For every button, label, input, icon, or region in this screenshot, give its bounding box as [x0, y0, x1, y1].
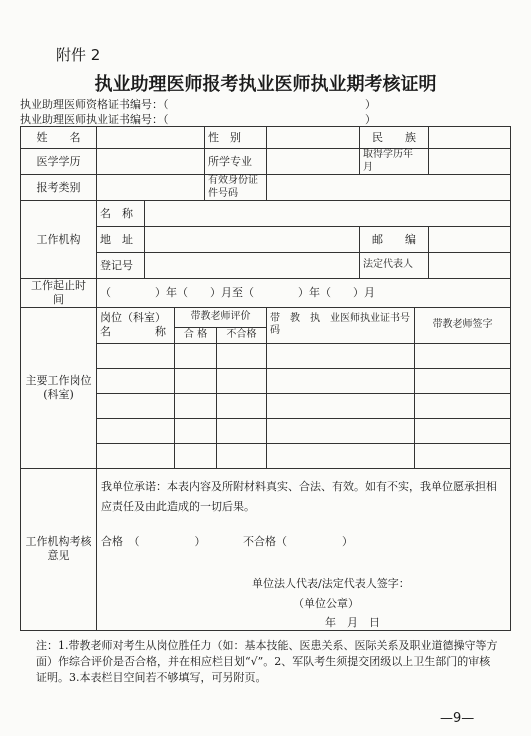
- med-edu-value[interactable]: [97, 149, 205, 175]
- opinion-label: 工作机构考核意见: [21, 468, 97, 630]
- fail-cell[interactable]: [217, 418, 267, 443]
- attachment-label: 附件 2: [56, 46, 101, 64]
- cert-date-label: 取得学历年 月: [360, 149, 429, 175]
- legal-rep-value[interactable]: [429, 253, 511, 279]
- pass-cell[interactable]: [175, 393, 217, 418]
- id-doc-value[interactable]: [267, 175, 511, 201]
- pass-cell[interactable]: [175, 368, 217, 393]
- qualification-cert-line: [20, 96, 376, 112]
- col-fail-header: 不合格: [217, 327, 267, 343]
- post-cell[interactable]: [97, 343, 175, 368]
- org-address-value[interactable]: [145, 227, 360, 253]
- org-address-label: 地 址: [97, 227, 145, 253]
- pass-cell[interactable]: [175, 418, 217, 443]
- ethnicity-label: 民 族: [360, 127, 429, 149]
- exam-type-label: 报考类别: [21, 175, 97, 201]
- sign-cell[interactable]: [415, 443, 511, 468]
- practice-cert-label: 执业助理医师执业证书编号：（: [20, 113, 169, 126]
- pass-cell[interactable]: [175, 443, 217, 468]
- major-label: 所学专业: [205, 149, 267, 175]
- work-time-label: 工作起止时 间: [21, 279, 97, 308]
- practice-cert-line: [20, 111, 376, 127]
- cert-cell[interactable]: [267, 418, 415, 443]
- document-title: 执业助理医师报考执业医师执业期考核证明: [94, 74, 437, 95]
- name-value[interactable]: [97, 127, 205, 149]
- post-cell[interactable]: [97, 393, 175, 418]
- id-doc-label: 有效身份证件号码: [205, 175, 267, 201]
- post-cell[interactable]: [97, 418, 175, 443]
- pledge-text: 我单位承诺：本表内容及所附材料真实、合法、有效。如有不实，我单位愿承担相应责任及由此造成的一切后果。: [101, 479, 497, 513]
- fail-cell[interactable]: [217, 343, 267, 368]
- col-cert-header: 带 教 执 业医师执业证书号码: [267, 307, 415, 343]
- assessment-form-table: [20, 126, 511, 631]
- sign-cell[interactable]: [415, 393, 511, 418]
- fail-cell[interactable]: [217, 443, 267, 468]
- med-edu-label: 医学学历: [21, 149, 97, 175]
- legal-rep-signature[interactable]: 单位法人代表/法定代表人签字：: [252, 576, 410, 590]
- gender-label: 性 别: [205, 127, 267, 149]
- work-org-label: 工作机构: [21, 201, 97, 279]
- cert-cell[interactable]: [267, 393, 415, 418]
- unit-seal: （单位公章）: [293, 596, 359, 610]
- fail-option[interactable]: 不合格（ ）: [243, 534, 353, 548]
- footnote: 注：1.带教老师对考生从岗位胜任力（如：基本技能、医患关系、医际关系及职业道德操守等方面）作综合评价是否合格，并在相应栏目划“√”。2、军队考生须提交团级以上卫生部门的审核证明。3.本表栏目空间若不够填写，可另附页。: [36, 639, 498, 684]
- postcode-label: 邮 编: [360, 227, 429, 253]
- gender-value[interactable]: [267, 127, 360, 149]
- sign-cell[interactable]: [415, 368, 511, 393]
- cert-date-value[interactable]: [429, 149, 511, 175]
- col-sign-header: 带教老师签字: [415, 307, 511, 343]
- org-name-value[interactable]: [145, 201, 511, 227]
- pass-cell[interactable]: [175, 343, 217, 368]
- reg-no-value[interactable]: [145, 253, 360, 279]
- fail-cell[interactable]: [217, 368, 267, 393]
- reg-no-label: 登记号: [97, 253, 145, 279]
- page-number: —9—: [440, 711, 475, 726]
- main-post-label: 主要工作岗位(科室): [21, 307, 97, 468]
- cert-cell[interactable]: [267, 343, 415, 368]
- post-cell[interactable]: [97, 443, 175, 468]
- work-time-value[interactable]: （ ）年（ ）月至（ ）年（ ）月: [97, 279, 511, 308]
- col-eval-header: 带教老师评价: [175, 307, 267, 327]
- fail-cell[interactable]: [217, 393, 267, 418]
- exam-type-value[interactable]: [97, 175, 205, 201]
- major-value[interactable]: [267, 149, 360, 175]
- sign-cell[interactable]: [415, 343, 511, 368]
- practice-cert-close: ）: [365, 113, 376, 126]
- legal-rep-label: 法定代表人: [360, 253, 429, 279]
- org-name-label: 名 称: [97, 201, 145, 227]
- pass-option[interactable]: 合格 （ ）: [101, 534, 206, 548]
- sign-date[interactable]: 年 月 日: [325, 615, 380, 629]
- sign-cell[interactable]: [415, 418, 511, 443]
- cert-cell[interactable]: [267, 368, 415, 393]
- cert-cell[interactable]: [267, 443, 415, 468]
- qualification-cert-close: ）: [365, 98, 376, 111]
- ethnicity-value[interactable]: [429, 127, 511, 149]
- col-pass-header: 合 格: [175, 327, 217, 343]
- name-label: 姓 名: [21, 127, 97, 149]
- col-post-name: 岗位（科室）名 称: [97, 307, 175, 343]
- opinion-body: [97, 468, 511, 630]
- qualification-cert-label: 执业助理医师资格证书编号：（: [20, 98, 169, 111]
- post-cell[interactable]: [97, 368, 175, 393]
- postcode-value[interactable]: [429, 227, 511, 253]
